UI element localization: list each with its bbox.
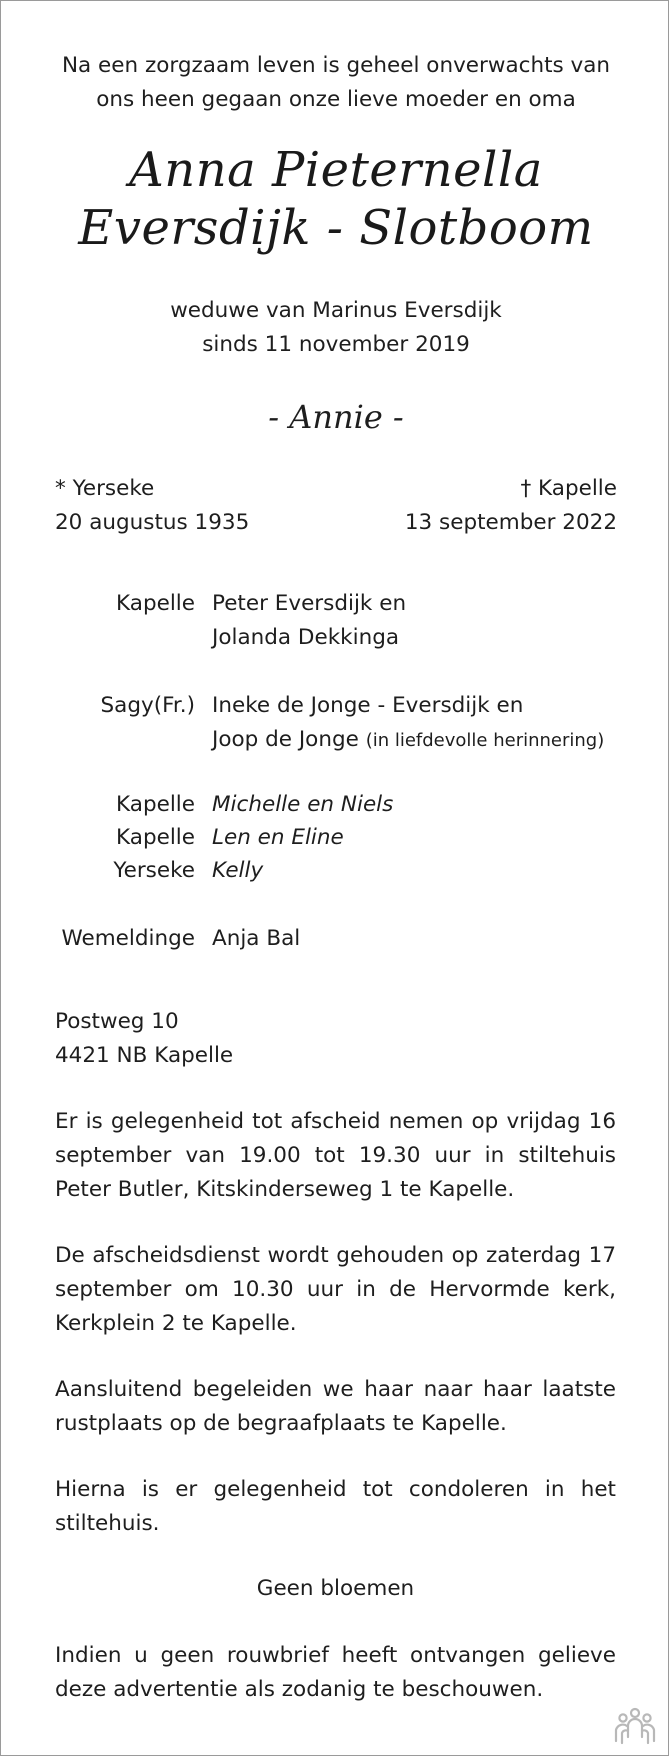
people-group-icon xyxy=(613,1707,657,1745)
intro-line-2: ons heen gegaan onze lieve moeder en oma xyxy=(96,87,576,112)
family-place: Sagy(Fr.) xyxy=(100,693,195,718)
family-name: Ineke de Jonge - Eversdijk en xyxy=(212,693,524,718)
condolence-paragraph: Hierna is er gelegenheid tot condoleren in het stiltehuis. xyxy=(55,1477,616,1536)
family-place: Kapelle xyxy=(116,825,195,850)
deceased-name xyxy=(41,141,631,257)
grandchild-name: Len en Eline xyxy=(212,825,344,850)
family-place: Yerseke xyxy=(113,858,195,883)
family-name: Joop de Jonge xyxy=(212,727,359,752)
family-name-with-note xyxy=(212,723,652,758)
death-place: † Kapelle xyxy=(520,476,617,501)
service-paragraph: De afscheidsdienst wordt gehouden op zaterdag 17 september om 10.30 uur in de Hervormde kerk, Kerkplein 2 te Kapelle. xyxy=(55,1243,616,1336)
farewell-paragraph: Er is gelegenheid tot afscheid nemen op vrijdag 16 september van 19.00 tot 19.30 uur in stiltehuis Peter Butler, Kitskinderseweg 1 te Kapelle. xyxy=(55,1109,616,1202)
birth-date: 20 augustus 1935 xyxy=(55,510,250,535)
deceased-name-line-1: Anna Pieternella xyxy=(129,142,543,198)
widow-text xyxy=(41,294,631,362)
deceased-name-line-2: Eversdijk - Slotboom xyxy=(78,200,594,256)
widow-line-2: sinds 11 november 2019 xyxy=(202,332,470,357)
address-city: 4421 NB Kapelle xyxy=(55,1043,234,1068)
burial-paragraph: Aansluitend begeleiden we haar naar haar laatste rustplaats op de begraafplaats te Kapelle. xyxy=(55,1377,616,1436)
no-flowers-text: Geen bloemen xyxy=(256,1576,415,1601)
death-date: 13 september 2022 xyxy=(404,510,617,535)
family-place: Kapelle xyxy=(116,792,195,817)
intro-line-1: Na een zorgzaam leven is geheel onverwachts van xyxy=(61,53,611,78)
birth-death-block xyxy=(55,472,617,540)
address-street: Postweg 10 xyxy=(55,1009,179,1034)
family-name: Peter Eversdijk en xyxy=(212,591,407,616)
grandchild-name: Michelle en Niels xyxy=(212,792,394,817)
widow-line-1: weduwe van Marinus Eversdijk xyxy=(170,298,502,323)
family-place: Wemeldinge xyxy=(61,926,195,951)
remembrance-note: (in liefdevolle herinnering) xyxy=(365,730,605,751)
family-place: Kapelle xyxy=(116,591,195,616)
notice-paragraph: Indien u geen rouwbrief heeft ontvangen gelieve deze advertentie als zodanig te beschouwen. xyxy=(55,1643,616,1702)
family-name: Jolanda Dekkinga xyxy=(212,625,400,650)
address-block xyxy=(55,1005,616,1073)
family-name: Anja Bal xyxy=(212,926,301,951)
birth-place: * Yerseke xyxy=(55,476,155,501)
grandchild-name: Kelly xyxy=(212,858,264,883)
nickname: - Annie - xyxy=(268,398,404,436)
intro-text xyxy=(41,49,631,117)
